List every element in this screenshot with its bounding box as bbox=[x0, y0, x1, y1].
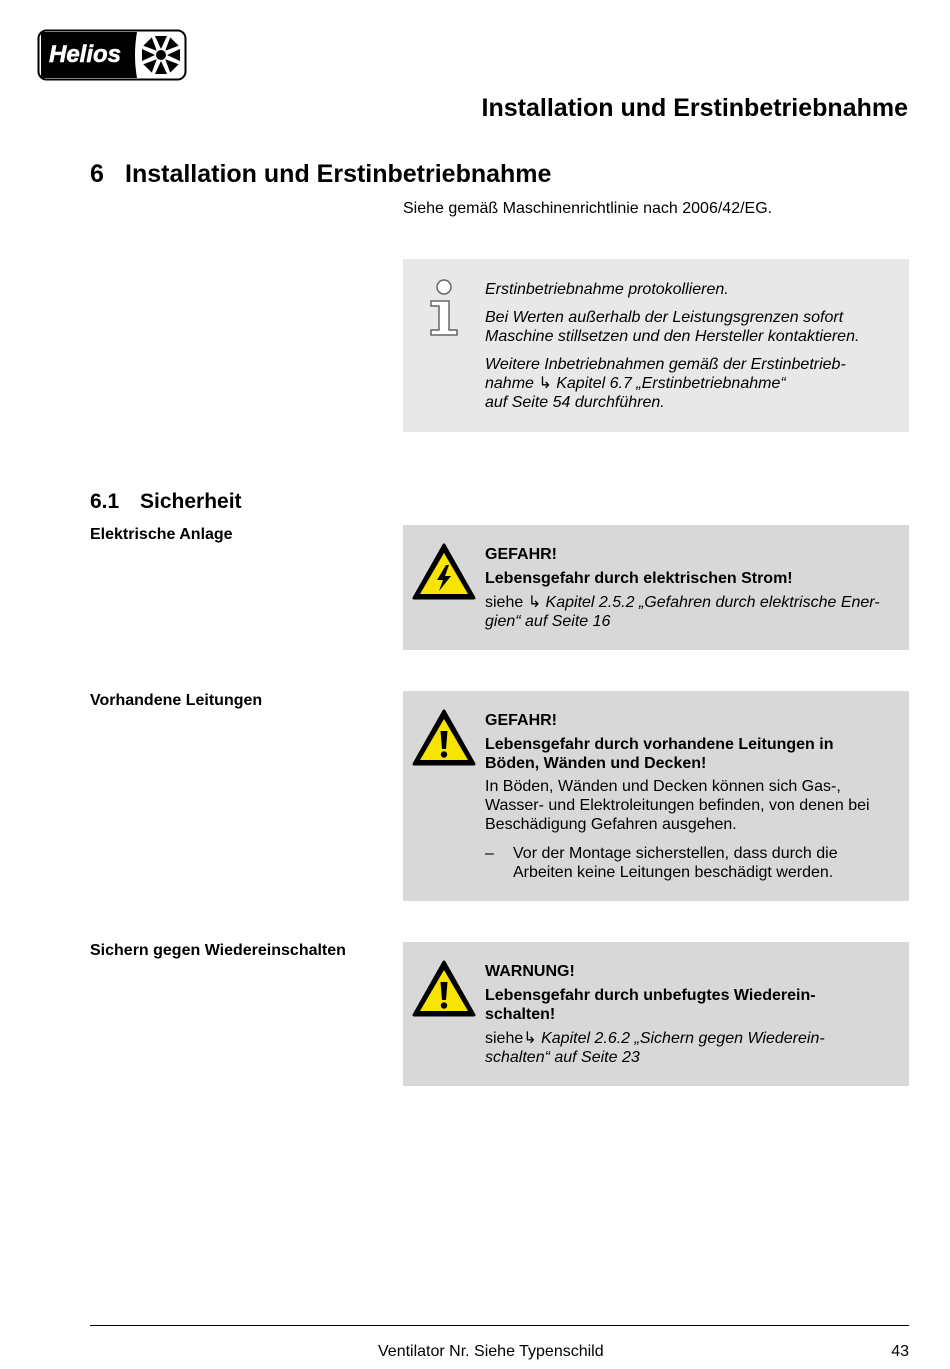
warning-box-restart bbox=[403, 942, 909, 1086]
chapter-reference-link[interactable]: Kapitel 6.7 „Erstinbetriebnahme“ bbox=[551, 375, 786, 392]
info-icon bbox=[427, 277, 463, 337]
hazard-headline-a: Lebensgefahr durch vorhandene Leitungen in bbox=[485, 736, 834, 753]
electric-hazard-icon bbox=[412, 543, 476, 601]
reference-continuation: schalten“ auf Seite 23 bbox=[485, 1049, 640, 1066]
danger-box-electrical bbox=[403, 525, 909, 650]
instruction-line-b: Arbeiten keine Leitungen beschädigt werden. bbox=[513, 864, 834, 881]
footer-center-text: Ventilator Nr. Siehe Typenschild bbox=[378, 1343, 604, 1360]
hazard-body-b: Wasser- und Elektroleitungen befinden, von denen bei bbox=[485, 797, 870, 814]
subheading-existing-lines: Vorhandene Leitungen bbox=[90, 692, 263, 709]
subheading-electrical: Elektrische Anlage bbox=[90, 526, 233, 543]
section-number: 6.1 bbox=[90, 490, 120, 513]
info-line-3b-pre: nahme bbox=[485, 375, 539, 392]
info-line-3a: Weitere Inbetriebnahmen gemäß der Erstinbetrieb- bbox=[485, 356, 846, 373]
link-arrow-icon: ↳ bbox=[538, 375, 552, 392]
reference-prefix: siehe bbox=[485, 1030, 524, 1047]
section-title: Sicherheit bbox=[140, 490, 242, 513]
info-line-3c: auf Seite 54 durchführen. bbox=[485, 394, 665, 411]
chapter-title: Installation und Erstinbetriebnahme bbox=[125, 160, 552, 188]
chapter-heading bbox=[90, 160, 551, 189]
logo-text: Helios bbox=[48, 41, 122, 68]
signal-word: WARNUNG! bbox=[485, 963, 575, 980]
reference-continuation: gien“ auf Seite 16 bbox=[485, 613, 611, 630]
chapter-number: 6 bbox=[90, 160, 104, 188]
hazard-body-c: Beschädigung Gefahren ausgehen. bbox=[485, 816, 737, 833]
page-number: 43 bbox=[891, 1343, 909, 1360]
hazard-headline-b: schalten! bbox=[485, 1006, 556, 1023]
hazard-headline: Lebensgefahr durch elektrischen Strom! bbox=[485, 570, 793, 587]
signal-word: GEFAHR! bbox=[485, 712, 557, 729]
warning-icon bbox=[412, 709, 476, 767]
running-header-title: Installation und Erstinbetriebnahme bbox=[481, 94, 908, 122]
chapter-description: Siehe gemäß Maschinenrichtlinie nach 2006/42/EG. bbox=[403, 200, 773, 217]
info-line-2a: Bei Werten außerhalb der Leistungsgrenzen sofort bbox=[485, 309, 844, 326]
instruction-line-a: Vor der Montage sicherstellen, dass durch die bbox=[513, 845, 838, 862]
signal-word: GEFAHR! bbox=[485, 546, 557, 563]
hazard-headline-a: Lebensgefahr durch unbefugtes Wiederein- bbox=[485, 987, 816, 1004]
info-box bbox=[403, 259, 909, 432]
dash-bullet: – bbox=[485, 845, 494, 862]
section-heading bbox=[90, 490, 242, 514]
info-line-2b: Maschine stillsetzen und den Hersteller kontaktieren. bbox=[485, 328, 860, 345]
hazard-headline-b: Böden, Wänden und Decken! bbox=[485, 755, 707, 772]
info-line-3b bbox=[485, 374, 899, 393]
footer-divider bbox=[90, 1325, 909, 1326]
reference-prefix: siehe bbox=[485, 594, 528, 611]
danger-box-existing-lines bbox=[403, 691, 909, 901]
helios-logo bbox=[37, 29, 187, 81]
link-arrow-icon: ↳ bbox=[527, 594, 542, 611]
chapter-reference-link[interactable]: Kapitel 2.5.2 „Gefahren durch elektrische Ener- bbox=[541, 594, 880, 611]
hazard-body-a: In Böden, Wänden und Decken können sich Gas-, bbox=[485, 778, 841, 795]
chapter-reference-link[interactable]: Kapitel 2.6.2 „Sichern gegen Wiederein- bbox=[536, 1030, 825, 1047]
info-line-1: Erstinbetriebnahme protokollieren. bbox=[485, 281, 729, 298]
subheading-restart-protection: Sichern gegen Wiedereinschalten bbox=[90, 942, 346, 959]
instruction-item bbox=[485, 844, 899, 882]
link-arrow-icon: ↳ bbox=[523, 1030, 537, 1047]
fan-icon bbox=[142, 36, 180, 74]
warning-icon bbox=[412, 960, 476, 1018]
